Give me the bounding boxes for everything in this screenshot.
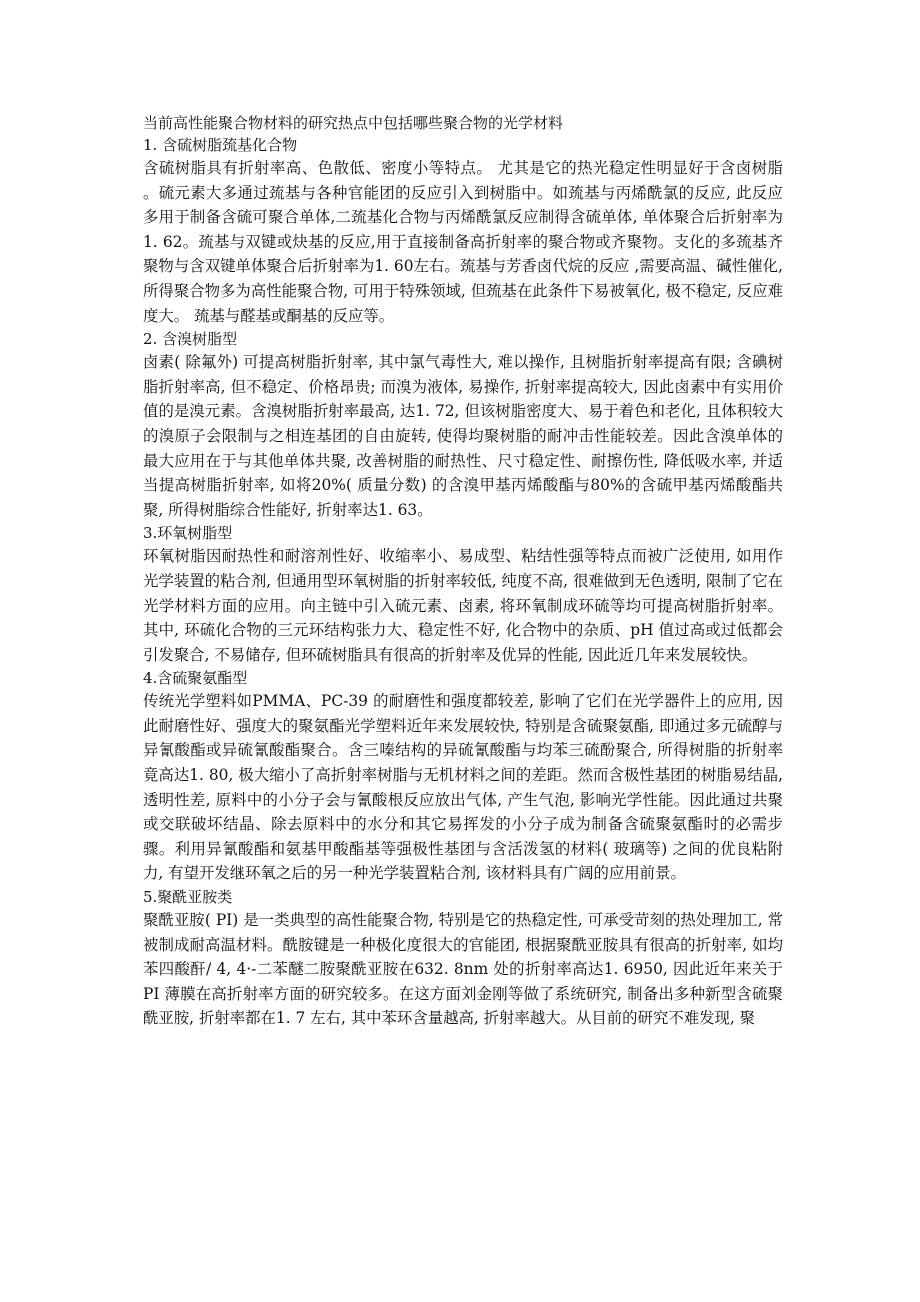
- document-title: 当前高性能聚合物材料的研究热点中包括哪些聚合物的光学材料: [143, 114, 564, 132]
- section-heading-3: 3.环氧树脂型: [143, 524, 233, 543]
- section-paragraph-3: 环氧树脂因耐热性和耐溶剂性好、收缩率小、易成型、粘结性强等特点而被广泛使用, 如用作光学装置的粘合剂, 但通用型环氧树脂的折射率较低, 纯度不高, 很难做到无色透明, 限制了它在光学材料方面的应用。向主链中引入硫元素、卤素, 将环氧制成环硫等均可提高树脂折射率。其中, 环硫化合物的三元环结构张力大、稳定性不好, 化合物中的杂质、pH 值过高或过低都会引发聚合, 不易储存, 但环硫树脂具有很高的折射率及优异的性能, 因此近几年来发展较快。: [143, 547, 783, 664]
- section-paragraph-5: 聚酰亚胺( PI) 是一类典型的高性能聚合物, 特别是它的热稳定性, 可承受苛刻的热处理加工, 常被制成耐高温材料。酰胺键是一种极化度很大的官能团, 根据聚酰亚胺具有很高的折射率, 如均苯四酸酐/ 4, 4·-二苯醚二胺聚酰亚胺在632. 8nm 处的折射率高达1. 6950, 因此近年来关于PI 薄膜在高折射率方面的研究较多。在这方面刘金刚等做了系统研究, 制备出多种新型含硫聚酰亚胺, 折射率都在1. 7 左右, 其中苯环含量越高, 折射率越大。从目前的研究不难发现, 聚: [143, 911, 783, 1028]
- section-heading-1: 1. 含硫树脂巯基化合物: [143, 136, 298, 154]
- document-page: [143, 112, 783, 1031]
- section-paragraph-2: 卤素( 除氟外) 可提高树脂折射率, 其中氯气毒性大, 难以操作, 且树脂折射率提高有限; 含碘树脂折射率高, 但不稳定、价格昂贵; 而溴为液体, 易操作, 折射率提高较大, 因此卤素中有实用价值的是溴元素。含溴树脂折射率最高, 达1. 72, 但该树脂密度大、易于着色和老化, 且体积较大的溴原子会限制与之相连基团的自由旋转, 使得均聚树脂的耐冲击性能较差。因此含溴单体的最大应用在于与其他单体共聚, 改善树脂的耐热性、尺寸稳定性、耐擦伤性, 降低吸水率, 并适当提高树脂折射率, 如将20%( 质量分数) 的含溴甲基丙烯酸酯与80%的含硫甲基丙烯酸酯共聚, 所得树脂综合性能好, 折射率达1. 63。: [143, 353, 783, 519]
- section-heading-5: 5.聚酰亚胺类: [143, 888, 233, 907]
- section-heading-4: 4.含硫聚氨酯型: [143, 669, 248, 688]
- section-paragraph-4: 传统光学塑料如PMMA、PC-39 的耐磨性和强度都较差, 影响了它们在光学器件上的应用, 因此耐磨性好、强度大的聚氨酯光学塑料近年来发展较快, 特别是含硫聚氨酯, 即通过多元硫醇与异氰酸酯或异硫氰酸酯聚合。含三嗪结构的异硫氰酸酯与均苯三硫酚聚合, 所得树脂的折射率竟高达1. 80, 极大缩小了高折射率树脂与无机材料之间的差距。然而含极性基团的树脂易结晶, 透明性差, 原料中的小分子会与氰酸根反应放出气体, 产生气泡, 影响光学性能。因此通过共聚或交联破坏结晶、除去原料中的水分和其它易挥发的小分子成为制备含硫聚氨酯时的必需步骤。利用异氰酸酯和氨基甲酸酯基等强极性基团与含活泼氢的材料( 玻璃等) 之间的优良粘附力, 有望开发继环氧之后的另一种光学装置粘合剂, 该材料具有广阔的应用前景。: [143, 692, 783, 883]
- section-paragraph-1: 含硫树脂具有折射率高、色散低、密度小等特点。 尤其是它的热光稳定性明显好于含卤树脂 。硫元素大多通过巯基与各种官能团的反应引入到树脂中。如巯基与丙烯酰氯的反应, 此反应多用于制备含硫可聚合单体,二巯基化合物与丙烯酰氯反应制得含硫单体, 单体聚合后折射率为1. 62。巯基与双键或炔基的反应,用于直接制备高折射率的聚合物或齐聚物。支化的多巯基齐聚物与含双键单体聚合后折射率为1. 60左右。巯基与芳香卤代烷的反应 ,需要高温、碱性催化, 所得聚合物多为高性能聚合物, 可用于特殊领域, 但巯基在此条件下易被氧化, 极不稳定, 反应难度大。 巯基与醛基或酮基的反应等。: [143, 159, 783, 325]
- section-heading-2: 2. 含溴树脂型: [143, 330, 238, 349]
